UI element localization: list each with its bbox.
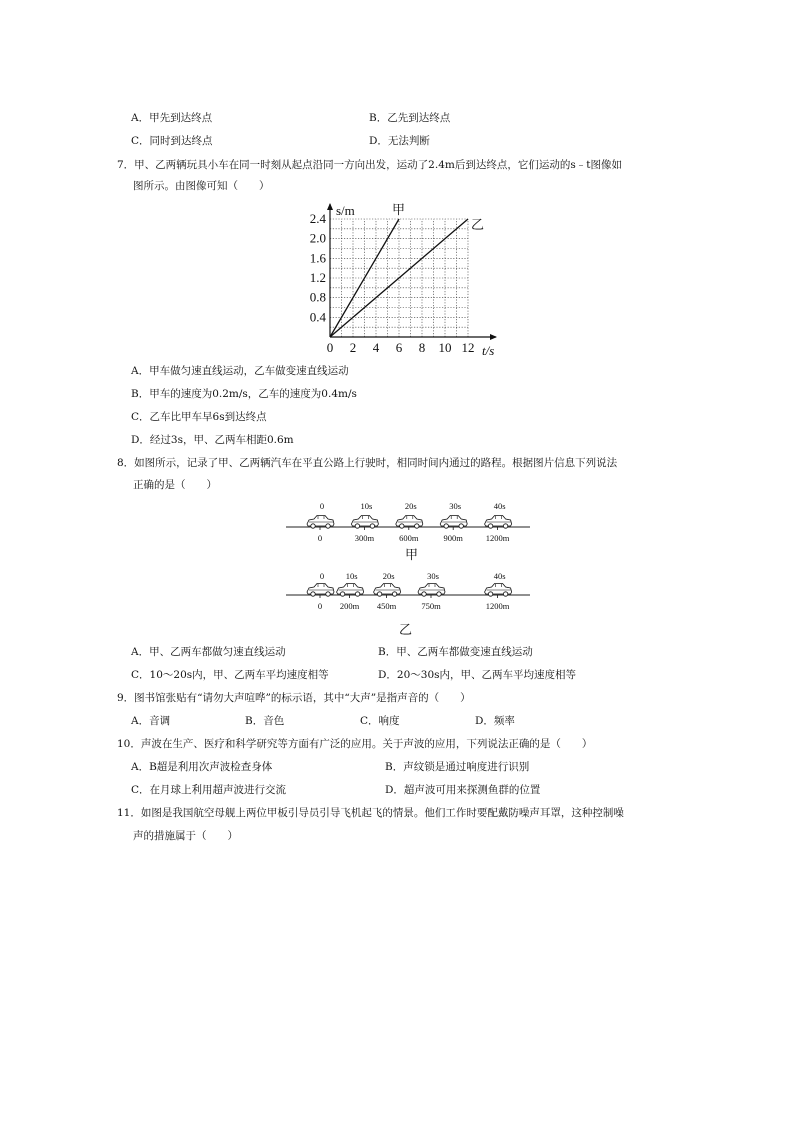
q6-option-d: D．无法判断 [369, 135, 430, 147]
car-icon [307, 584, 334, 597]
time-label: 10s [345, 571, 358, 581]
q8-stem-line1: 8．如图所示，记录了甲、乙两辆汽车在平直公路上行驶时，相同时间内通过的路程。根据图片信息下列说法 [117, 457, 618, 469]
q9-option-a: A．音调 [131, 715, 171, 727]
y-tick-label: 2.0 [309, 230, 326, 246]
q8-option-a: A．甲、乙两车都做匀速直线运动 [131, 646, 286, 658]
distance-label: 1200m [485, 533, 510, 543]
car-wheel [311, 524, 315, 528]
q7-stem-line2: 图所示。由图像可知（ ） [133, 180, 270, 192]
y-tick-label: 0.4 [309, 309, 326, 325]
car-wheel [311, 592, 315, 596]
distance-label: 0 [317, 533, 323, 543]
y-tick-label: 1.2 [309, 270, 326, 285]
x-tick-label: 6 [395, 340, 403, 355]
time-label: 0 [319, 501, 325, 511]
distance-label: 0 [317, 601, 323, 611]
distance-label: 450m [376, 601, 397, 611]
car-wheel [392, 592, 396, 596]
car-wheel [503, 592, 507, 596]
time-label: 30s [427, 571, 439, 581]
car-icon [351, 516, 378, 529]
car-icon [396, 516, 423, 529]
car-wheel [503, 524, 507, 528]
car-wheel [370, 524, 374, 528]
time-label: 30s [449, 501, 462, 511]
x-tick-label: 0 [326, 340, 334, 355]
q8-stem-line2: 正确的是（ ） [133, 479, 217, 491]
q11-stem-line2: 声的措施属于（ ） [133, 830, 238, 842]
distance-label: 1200m [485, 601, 510, 611]
q7-option-d: D．经过3s，甲、乙两车相距0.6m [131, 434, 294, 446]
car-icon [418, 584, 445, 597]
q6-option-c: C．同时到达终点 [131, 135, 213, 147]
q11-stem-line1: 11．如图是我国航空母舰上两位甲板引导员引导飞机起飞的情景。他们工作时要配戴防噪声耳罩，这种控制噪 [117, 807, 624, 819]
y-axis-label: s/m [336, 203, 355, 218]
car-wheel [488, 524, 492, 528]
label-jia: 甲 [405, 547, 419, 562]
cars-diagram [282, 498, 542, 638]
time-label: 20s [404, 501, 417, 511]
car-wheel [400, 524, 404, 528]
car-wheel [340, 592, 344, 596]
q10-option-b: B．声纹锁是通过响度进行识别 [385, 761, 530, 773]
q7-option-a: A．甲车做匀速直线运动，乙车做变速直线运动 [131, 365, 349, 377]
time-label: 40s [493, 501, 506, 511]
car-icon [485, 584, 512, 597]
y-tick-label: 1.6 [309, 250, 326, 266]
st-graph [296, 198, 516, 358]
q8-option-b: B．甲、乙两车都做变速直线运动 [378, 646, 533, 658]
car-icon [374, 584, 401, 597]
time-label: 20s [382, 571, 395, 581]
car-wheel [326, 524, 330, 528]
q8-option-c: C．10～20s内，甲、乙两车平均速度相等 [131, 669, 329, 681]
q6-option-b: B．乙先到达终点 [369, 112, 451, 124]
car-wheel [355, 592, 359, 596]
x-tick-label: 4 [372, 340, 380, 355]
car-wheel [326, 592, 330, 596]
q9-option-c: C．响度 [360, 715, 400, 727]
label-yi: 乙 [399, 622, 413, 637]
q8-option-d: D．20～30s内，甲、乙两车平均速度相等 [378, 669, 577, 681]
series-label-jia: 甲 [392, 202, 406, 217]
x-axis-label: t/s [482, 343, 495, 358]
distance-label: 600m [399, 533, 419, 543]
time-label: 0 [319, 571, 325, 581]
time-label: 40s [493, 571, 506, 581]
series-label-yi: 乙 [471, 217, 485, 232]
q7-stem-line1: 7．甲、乙两辆玩具小车在同一时刻从起点沿同一方向出发，运动了2.4m后到达终点，它们运动的s﹣t图像如 [117, 159, 622, 171]
car-wheel [377, 592, 381, 596]
x-tick-label: 2 [349, 340, 357, 355]
car-wheel [415, 524, 419, 528]
car-icon [337, 584, 364, 597]
q9-stem: 9．图书馆张贴有“请勿大声喧哗”的标示语，其中“大声”是指声音的（ ） [117, 692, 471, 704]
car-row-yi [286, 571, 530, 611]
car-icon [440, 516, 467, 529]
car-icon [307, 516, 334, 529]
x-axis-arrow [490, 334, 497, 340]
car-row-jia [286, 501, 530, 543]
car-wheel [488, 592, 492, 596]
q7-option-c: C．乙车比甲车早6s到达终点 [131, 411, 267, 423]
q7-option-b: B．甲车的速度为0.2m/s，乙车的速度为0.4m/s [131, 388, 357, 400]
distance-label: 750m [421, 601, 441, 611]
car-icon [485, 516, 512, 529]
car-wheel [444, 524, 448, 528]
q10-option-a: A．B超是利用次声波检查身体 [131, 761, 273, 773]
q10-option-d: D．超声波可用来探测鱼群的位置 [385, 784, 541, 796]
distance-label: 200m [339, 601, 360, 611]
q9-option-b: B．音色 [245, 715, 285, 727]
x-tick-label: 8 [418, 340, 426, 355]
time-label: 10s [360, 501, 373, 511]
q9-option-d: D．频率 [475, 715, 515, 727]
x-tick-label: 10 [438, 340, 452, 355]
y-axis-arrow [327, 203, 333, 210]
y-tick-label: 2.4 [309, 211, 326, 226]
y-tick-label: 0.8 [309, 289, 326, 305]
car-wheel [355, 524, 359, 528]
x-tick-label: 12 [461, 340, 475, 355]
distance-label: 300m [354, 533, 375, 543]
car-wheel [459, 524, 463, 528]
distance-label: 900m [443, 533, 463, 543]
q10-stem: 10．声波在生产、医疗和科学研究等方面有广泛的应用。关于声波的应用，下列说法正确的是（ ） [117, 738, 593, 750]
q10-option-c: C．在月球上利用超声波进行交流 [131, 784, 287, 796]
q6-option-a: A．甲先到达终点 [131, 112, 213, 124]
car-wheel [422, 592, 426, 596]
car-wheel [437, 592, 441, 596]
